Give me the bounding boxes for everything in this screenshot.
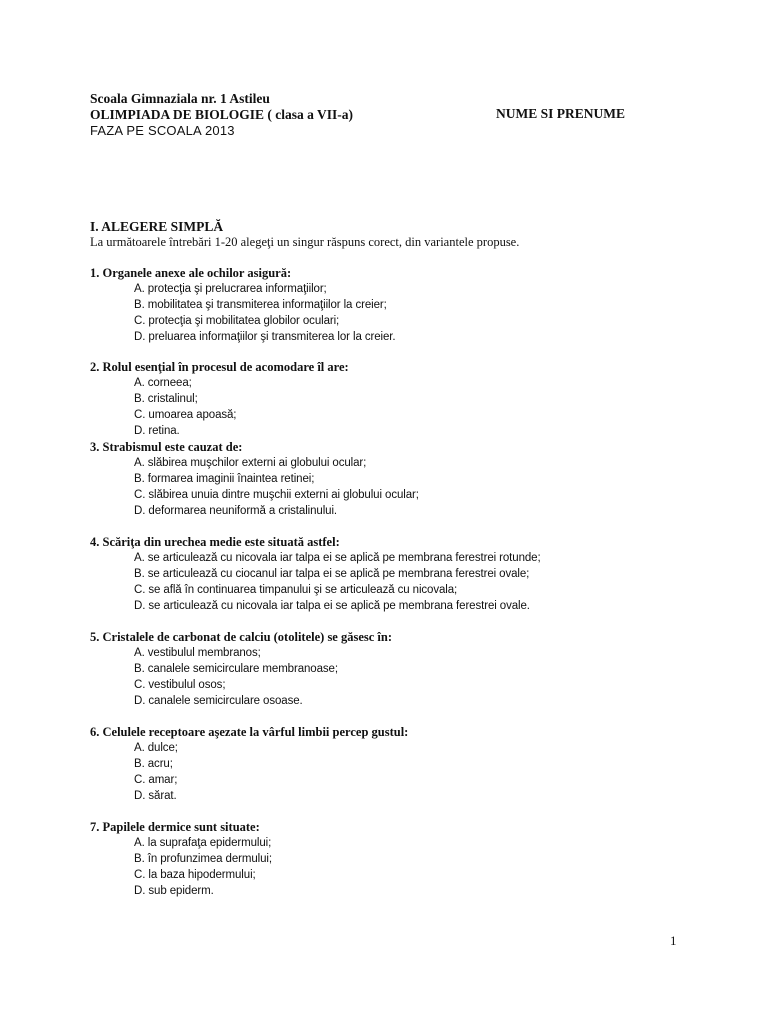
answer-option: B. în profunzimea dermului; <box>134 853 272 865</box>
answer-option: D. retina. <box>134 425 180 437</box>
question-stem: 1. Organele anexe ale ochilor asigură: <box>90 266 292 280</box>
answer-option: B. mobilitatea şi transmiterea informaţiilor la creier; <box>134 299 387 311</box>
answer-option: D. se articulează cu nicovala iar talpa ei se aplică pe membrana ferestrei ovale. <box>134 600 530 612</box>
answer-option: B. se articulează cu ciocanul iar talpa ei se aplică pe membrana ferestrei ovale; <box>134 568 530 580</box>
question-stem: 7. Papilele dermice sunt situate: <box>90 820 260 834</box>
answer-option: D. canalele semicirculare osoase. <box>134 695 303 707</box>
section-title: I. ALEGERE SIMPLĂ <box>90 219 224 234</box>
question-3 <box>90 439 419 519</box>
name-label: NUME SI PRENUME <box>496 106 626 121</box>
question-7 <box>90 819 272 899</box>
answer-option: B. acru; <box>134 758 173 770</box>
answer-option: A. se articulează cu nicovala iar talpa ei se aplică pe membrana ferestrei rotunde; <box>134 552 541 564</box>
question-stem: 5. Cristalele de carbonat de calciu (otolitele) se găsesc în: <box>90 630 393 644</box>
answer-option: D. deformarea neuniformă a cristalinului. <box>134 505 337 517</box>
question-6 <box>90 724 408 804</box>
answer-option: A. protecţia şi prelucrarea informaţiilor; <box>134 283 327 295</box>
answer-option: D. sărat. <box>134 790 177 802</box>
answer-option: C. se află în continuarea timpanului şi se articulează cu nicovala; <box>134 584 458 596</box>
page-number: 1 <box>670 933 677 948</box>
answer-option: B. canalele semicirculare membranoase; <box>134 663 338 675</box>
answer-option: C. amar; <box>134 774 178 786</box>
answer-option: B. cristalinul; <box>134 393 198 405</box>
question-stem: 3. Strabismul este cauzat de: <box>90 440 243 454</box>
answer-option: A. dulce; <box>134 742 178 754</box>
answer-option: C. protecţia şi mobilitatea globilor oculari; <box>134 315 340 327</box>
answer-option: B. formarea imaginii înaintea retinei; <box>134 473 315 485</box>
question-stem: 4. Scăriţa din urechea medie este situată astfel: <box>90 535 340 549</box>
answer-option: A. vestibulul membranos; <box>134 647 261 659</box>
olympiad-title: OLIMPIADA DE BIOLOGIE ( clasa a VII-a) <box>90 107 354 122</box>
answer-option: A. corneea; <box>134 377 192 389</box>
question-stem: 2. Rolul esenţial în procesul de acomodare îl are: <box>90 360 349 374</box>
answer-option: C. vestibulul osos; <box>134 679 226 691</box>
section-instructions: La următoarele întrebări 1-20 alegeţi un singur răspuns corect, din variantele propuse. <box>90 235 520 249</box>
answer-option: C. la baza hipodermului; <box>134 869 256 881</box>
question-1 <box>90 265 395 345</box>
phase-label: FAZA PE SCOALA 2013 <box>90 123 235 138</box>
question-5 <box>90 629 392 709</box>
answer-option: C. umoarea apoasă; <box>134 409 237 421</box>
question-stem: 6. Celulele receptoare aşezate la vârful limbii percep gustul: <box>90 725 409 739</box>
answer-option: C. slăbirea unuia dintre muşchii externi ai globului ocular; <box>134 489 419 501</box>
school-name: Scoala Gimnaziala nr. 1 Astileu <box>90 91 270 106</box>
answer-option: D. sub epiderm. <box>134 885 214 897</box>
answer-option: A. la suprafaţa epidermului; <box>134 837 272 849</box>
answer-option: D. preluarea informaţiilor şi transmiterea lor la creier. <box>134 331 396 343</box>
answer-option: A. slăbirea muşchilor externi ai globului ocular; <box>134 457 367 469</box>
question-4 <box>90 534 541 614</box>
question-2 <box>90 359 349 439</box>
